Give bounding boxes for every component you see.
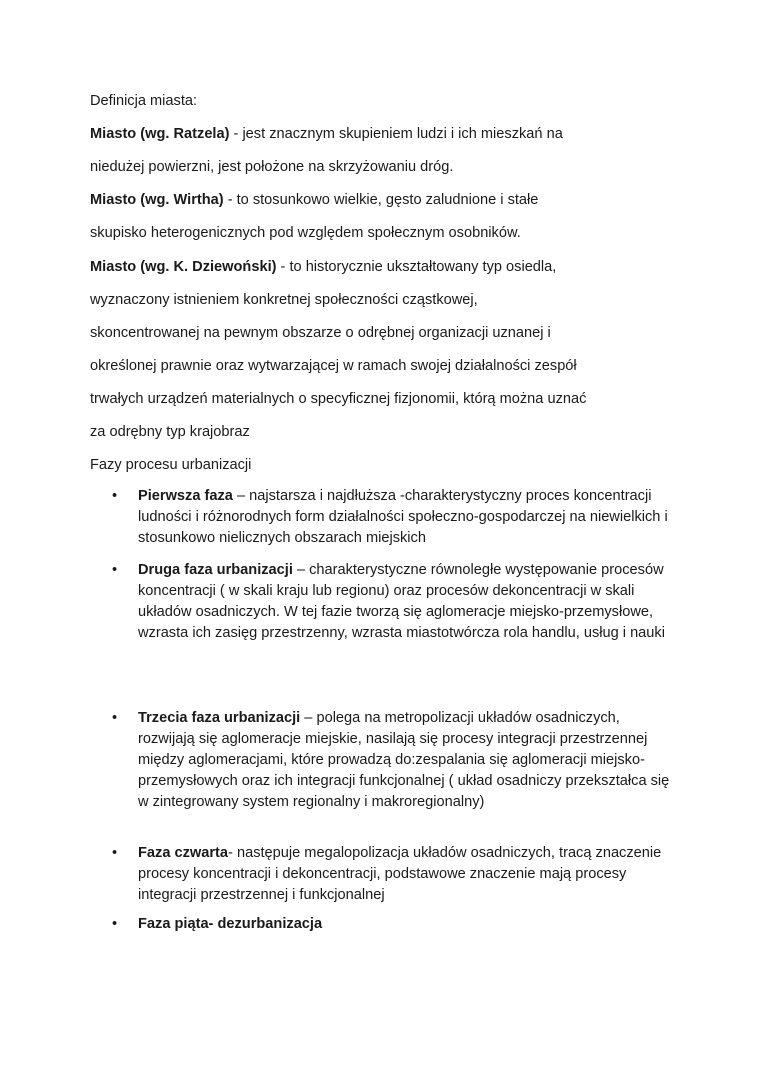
definition-wirth-term: Miasto (wg. Wirtha) — [90, 192, 224, 208]
definition-dziewonski-text: - to historycznie ukształtowany typ osiedla, — [276, 259, 557, 275]
definition-dziewonski-line2: wyznaczony istnieniem konkretnej społeczności cząstkowej, — [90, 292, 478, 308]
definition-ratzel-line1 — [90, 125, 563, 143]
phase-title: Faza piąta- dezurbanizacja — [138, 916, 323, 932]
phases-heading: Fazy procesu urbanizacji — [90, 457, 252, 473]
phase-item-1 — [138, 486, 678, 549]
definition-dziewonski-line3: skoncentrowanej na pewnym obszarze o odrębnej organizacji uznanej i — [90, 325, 551, 341]
definition-dziewonski-line1 — [90, 258, 556, 276]
definition-dziewonski-line5: trwałych urządzeń materialnych o specyficznej fizjonomii, którą można uznać — [90, 391, 587, 407]
phase-item-3 — [138, 708, 678, 813]
definitions-heading: Definicja miasta: — [90, 93, 198, 109]
definition-wirth-text: - to stosunkowo wielkie, gęsto zaludnione i stałe — [223, 192, 539, 208]
phase-description: – najstarsza i najdłuższa -charakterystyczny proces koncentracji ludności i różnorodnych form działalności społeczno-gospodarczej na niewielkich i stosunkowo nielicznych obszarach miejskich — [138, 488, 668, 546]
definition-dziewonski-line4: określonej prawnie oraz wytwarzającej w ramach swojej działalności zespół — [90, 358, 577, 374]
phase-item-5 — [138, 914, 678, 935]
bullet-marker: • — [112, 562, 118, 578]
phase-description: – polega na metropolizacji układów osadniczych, rozwijają się aglomeracje miejskie, nasilają się procesy integracji przestrzennej między aglomeracjami, które prowadzą do:zespalania się aglomeracji miejsko-przemysłowych oraz ich integracji funkcjonalnej ( układ osadniczy przekształca się w zintegrowany system regionalny i makroregionalny) — [138, 710, 670, 810]
definition-dziewonski-term: Miasto (wg. K. Dziewoński) — [90, 259, 277, 275]
bullet-marker: • — [112, 916, 118, 932]
bullet-marker: • — [112, 845, 118, 861]
phase-item-4 — [138, 843, 678, 906]
phase-description: - następuje megalopolizacja układów osadniczych, tracą znaczenie procesy koncentracji i dekoncentracji, podstawowe znaczenie mają procesy integracji przestrzennej i funkcjonalnej — [138, 845, 662, 903]
definition-wirth-line1 — [90, 191, 538, 209]
phase-title: Pierwsza faza — [138, 488, 233, 504]
phase-description: – charakterystyczne równoległe występowanie procesów koncentracji ( w skali kraju lub regionu) oraz procesów dekoncentracji w skali układów osadniczych. W tej fazie tworzą się aglomeracje miejsko-przemysłowe, wzrasta ich zasięg przestrzenny, wzrasta miastotwórcza rola handlu, usług i nauki — [138, 562, 665, 641]
bullet-marker: • — [112, 710, 118, 726]
phase-title: Trzecia faza urbanizacji — [138, 710, 301, 726]
definition-dziewonski-line6: za odrębny typ krajobraz — [90, 424, 250, 440]
definition-ratzel-term: Miasto (wg. Ratzela) — [90, 126, 230, 142]
definition-ratzel-text: - jest znacznym skupieniem ludzi i ich mieszkań na — [229, 126, 563, 142]
bullet-marker: • — [112, 488, 118, 504]
definition-wirth-line2: skupisko heterogenicznych pod względem społecznym osobników. — [90, 225, 521, 241]
definition-ratzel-line2: niedużej powierzni, jest położone na skrzyżowaniu dróg. — [90, 159, 454, 175]
phase-title: Druga faza urbanizacji — [138, 562, 293, 578]
phase-item-2 — [138, 560, 678, 644]
phase-title: Faza czwarta — [138, 845, 229, 861]
